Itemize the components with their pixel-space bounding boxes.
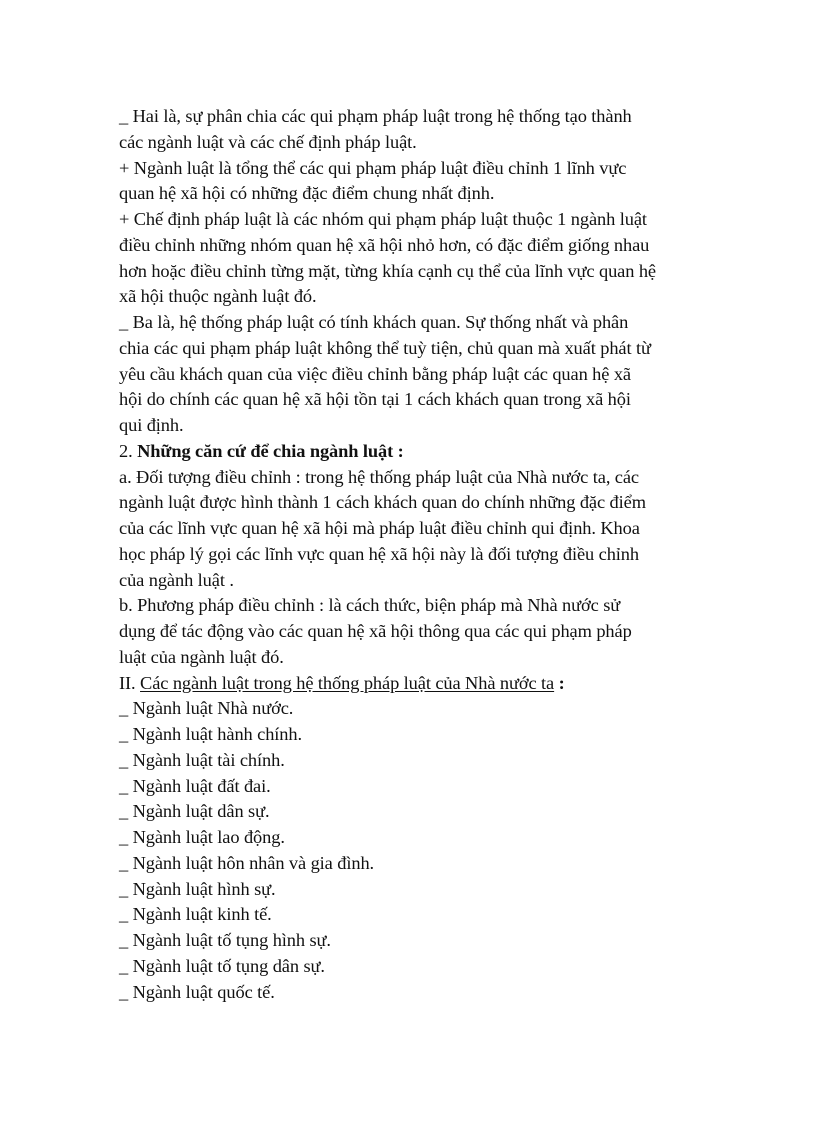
list-item: _ Ngành luật quốc tế. <box>119 981 275 1002</box>
paragraph-line: chia các qui phạm pháp luật không thể tuỳ tiện, chủ quan mà xuất phát từ <box>119 337 651 358</box>
section-ii-heading <box>119 671 719 697</box>
paragraph-line: các ngành luật và các chế định pháp luật. <box>119 131 417 152</box>
section-ii-number: II. <box>119 672 141 693</box>
list-item: _ Ngành luật hành chính. <box>119 724 302 744</box>
paragraph-line: dụng để tác động vào các quan hệ xã hội thông qua các qui phạm pháp <box>119 621 632 641</box>
list-item: _ Ngành luật dân sự. <box>119 801 270 822</box>
document-body <box>119 104 719 1005</box>
list-item: _ Ngành luật hôn nhân và gia đình. <box>119 852 375 873</box>
paragraph-line: quan hệ xã hội có những đặc điểm chung nhất định. <box>119 183 495 204</box>
paragraph-line: hội do chính các quan hệ xã hội tồn tại 1 cách khách quan trong xã hội <box>119 389 631 410</box>
paragraph-line: a. Đối tượng điều chỉnh : trong hệ thống pháp luật của Nhà nước ta, các <box>119 466 639 487</box>
section-2-heading <box>119 439 719 465</box>
list-item: _ Ngành luật hình sự. <box>119 878 276 899</box>
paragraph-line: của các lĩnh vực quan hệ xã hội mà pháp luật điều chỉnh qui định. Khoa <box>119 518 640 538</box>
paragraph-line: b. Phương pháp điều chỉnh : là cách thức, biện pháp mà Nhà nước sử <box>119 595 621 616</box>
paragraph-line: học pháp lý gọi các lĩnh vực quan hệ xã hội này là đối tượng điều chỉnh <box>119 543 639 564</box>
list-item: _ Ngành luật kinh tế. <box>119 904 272 925</box>
list-item: _ Ngành luật tố tụng hình sự. <box>119 930 331 950</box>
paragraph-line: ngành luật được hình thành 1 cách khách quan do chính những đặc điểm <box>119 492 646 513</box>
paragraph-line: qui định. <box>119 415 184 435</box>
paragraph-line: _ Ba là, hệ thống pháp luật có tính khách quan. Sự thống nhất và phân <box>119 312 629 332</box>
paragraph-line: luật của ngành luật đó. <box>119 646 284 667</box>
section-ii-title: Các ngành luật trong hệ thống pháp luật của Nhà nước ta <box>140 672 555 693</box>
paragraph-line: của ngành luật . <box>119 569 234 590</box>
section-2-number: 2. <box>119 440 138 461</box>
list-item: _ Ngành luật tài chính. <box>119 749 285 770</box>
list-item: _ Ngành luật Nhà nước. <box>119 698 294 719</box>
paragraph-line: điều chỉnh những nhóm quan hệ xã hội nhỏ hơn, có đặc điểm giống nhau <box>119 234 650 255</box>
paragraph-line: yêu cầu khách quan của việc điều chỉnh bằng pháp luật các quan hệ xã <box>119 363 631 384</box>
section-2-title: Những căn cứ để chia ngành luật : <box>137 440 404 461</box>
section-ii-suffix: : <box>554 672 565 693</box>
list-item: _ Ngành luật đất đai. <box>119 775 271 796</box>
paragraph-line: hơn hoặc điều chỉnh từng mặt, từng khía cạnh cụ thể của lĩnh vực quan hệ <box>119 260 656 281</box>
list-item: _ Ngành luật tố tụng dân sự. <box>119 955 325 976</box>
paragraph-line: + Ngành luật là tổng thể các qui phạm pháp luật điều chỉnh 1 lĩnh vực <box>119 157 627 178</box>
paragraph-line: + Chế định pháp luật là các nhóm qui phạm pháp luật thuộc 1 ngành luật <box>119 209 647 229</box>
list-item: _ Ngành luật lao động. <box>119 827 285 847</box>
paragraph-line: _ Hai là, sự phân chia các qui phạm pháp luật trong hệ thống tạo thành <box>119 106 632 126</box>
paragraph-line: xã hội thuộc ngành luật đó. <box>119 286 317 307</box>
